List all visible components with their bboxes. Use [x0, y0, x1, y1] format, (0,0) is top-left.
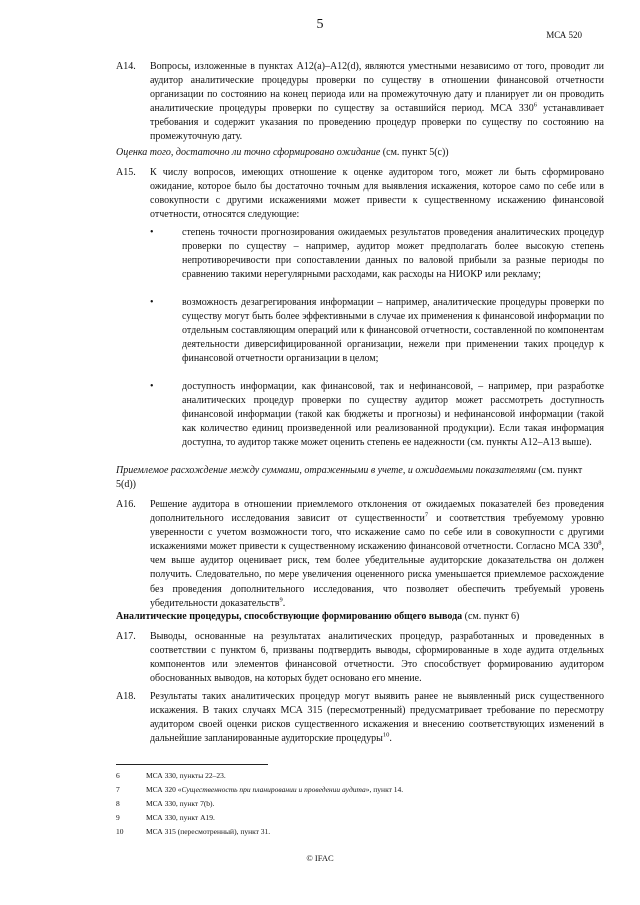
heading-italic: Оценка того, достаточно ли точно сформировано ожидание: [116, 147, 381, 158]
page-number: 5: [316, 17, 324, 32]
footnote-text: », пункт 14.: [365, 785, 404, 794]
paragraph-text: Решение аудитора в отношении приемлемого отклонения от ожидаемых показателей без проведения дополнительного исследования зависит от существенности: [150, 499, 604, 525]
paragraph-number: A14.: [116, 61, 136, 72]
footnote-ref: 6: [533, 101, 537, 109]
footnote: [116, 826, 536, 838]
paragraph-text: Вопросы, изложенные в пунктах A12(a)–A12(d), являются уместными независимо от того, проводит ли аудитор аналитические процедуры проверки по существу в отношении финансовой отчетности организации по состоянию на конец периода или на промежуточную дату и планирует ли он проводить аналитические процедуры проверки по существу за оставшийся период. МСА 330: [150, 61, 604, 115]
paragraph-a18: [116, 690, 604, 746]
section-heading-tolerance: [116, 464, 604, 492]
footnote-ref: 9: [279, 596, 283, 604]
footnote: [116, 770, 536, 782]
footnote: [116, 784, 536, 796]
paragraph-number: A15.: [116, 167, 136, 178]
footnote-text: МСА 330, пункты 22–23.: [146, 771, 226, 780]
paragraph-text: К числу вопросов, имеющих отношение к оценке аудитором того, может ли быть сформировано ожидание, которое было бы достаточно точным для выявления искажения, которое само по себе или в совокупности с другими искажениями может привести к существенному искажению финансовой отчетности, относятся следующие:: [150, 167, 604, 221]
bullet-item: [150, 226, 604, 282]
bullet-icon: •: [150, 297, 154, 308]
bullet-text: возможность дезагрегирования информации – например, аналитические процедуры проверки по существу могут быть более эффективными в случае их применения к финансовой информации по отдельным составляющим операций или к финансовой отчетности, составленной по компонентам деятельности диверсифицированной организации, нежели при применении таких процедур к финансовой отчетности организации в целом;: [182, 297, 604, 365]
document-code: МСА 520: [546, 30, 582, 40]
heading-ref: (см. пункт 5(с)): [380, 147, 449, 158]
footnote-number: 10: [116, 827, 124, 836]
footnote-text: МСА 330, пункт A19.: [146, 813, 215, 822]
footnote-text: МСА 320 «: [146, 785, 182, 794]
heading-ref: (см. пункт 5(d)): [116, 465, 583, 491]
paragraph-number: A17.: [116, 631, 136, 642]
bullet-icon: •: [150, 381, 154, 392]
footnote-ref: 10: [382, 731, 390, 739]
footnote-ref: 7: [424, 511, 429, 519]
paragraph-a17: [116, 630, 604, 686]
paragraph-number: A16.: [116, 499, 136, 510]
footnote-title: Существенность при планировании и проведении аудита: [181, 785, 366, 794]
paragraph-text: Выводы, основанные на результатах аналитических процедур, разработанных и проведенных в соответствии с пунктом 6, призваны подтвердить выводы, сформированные в ходе аудита отдельных компонентов или элементов финансовой отчетности. Это способствует формированию аудитором обоснованных выводов, на которых будет основано его мнение.: [150, 631, 604, 685]
paragraph-text: Результаты таких аналитических процедур могут выявить ранее не выявленный риск существенного искажения. В таких случаях МСА 315 (пересмотренный) предусматривает требование по пересмотру аудитором своей оценки рисков существенного искажения и внесению соответствующих изменений в дальнейшие запланированные аудиторские процедуры: [150, 691, 604, 745]
footnote-divider: [116, 764, 268, 765]
paragraph-a15: [116, 166, 604, 222]
paragraph-text: .: [282, 597, 286, 609]
bullet-text: доступность информации, как финансовой, так и нефинансовой, – например, при разработке аналитических процедур проверки по существу аудитор может рассмотреть доступность финансовой информации (такой как бюджеты и прогнозы) и нефинансовой информации (такой как количество единиц произведенной или реализованной продукции). Если такая информация доступна, то аудитор также может оценить степень ее надежности (см. пункты A12–A13 выше).: [182, 381, 604, 449]
footnote-number: 7: [116, 785, 120, 794]
footnote-text: МСА 315 (пересмотренный), пункт 31.: [146, 827, 271, 836]
heading-bold: Аналитические процедуры, способствующие формированию общего вывода: [116, 611, 463, 622]
paragraph-text: , чем выше аудитор оценивает риск, тем более убедительные аудиторские доказательства он должен получить. Следовательно, по мере увеличения оцененного риска уменьшается приемлемое расхождение без проведения дополнительного исследования, что позволяет обеспечить требуемый уровень убедительности доказательств: [150, 541, 604, 609]
paragraph-text: и соответствия требуемому уровню уверенности с учетом возможности того, что искажение само по себе или в совокупности с другими искажениями может привести к существенному искажению финансовой отчетности. Согласно МСА 330: [150, 513, 604, 553]
footnote: [116, 812, 536, 824]
heading-ref: (см. пункт 6): [462, 611, 520, 622]
bullet-text: степень точности прогнозирования ожидаемых результатов проведения аналитических процедур проверки по существу – например, аудитор может предполагать более высокую степень непротиворечивости при сопоставлении данных по валовой прибыли за разные периоды по сравнению такими нерегулярными расходами, как расходы на НИОКР или рекламу;: [182, 227, 604, 281]
paragraph-number: A18.: [116, 691, 136, 702]
footnote-number: 6: [116, 771, 120, 780]
bullet-item: [150, 380, 604, 450]
footnote-number: 8: [116, 799, 120, 808]
footnote: [116, 798, 536, 810]
bullet-item: [150, 296, 604, 366]
footnote-ref: 8: [598, 539, 602, 547]
footnote-number: 9: [116, 813, 120, 822]
paragraph-a14: [116, 60, 604, 145]
copyright-footer: © IFAC: [306, 853, 334, 863]
paragraph-text: .: [389, 733, 392, 745]
bullet-icon: •: [150, 227, 154, 238]
heading-italic: Приемлемое расхождение между суммами, отраженными в учете, и ожидаемыми показателями: [116, 465, 536, 476]
paragraph-a16: [116, 498, 604, 611]
paragraph-text: устанавливает требования и содержит указания по проведению процедур проверки по существу по состоянию на промежуточную дату.: [150, 103, 604, 143]
section-heading-overall: [116, 610, 604, 624]
section-heading-precision: [116, 146, 604, 160]
footnote-text: МСА 330, пункт 7(b).: [146, 799, 215, 808]
